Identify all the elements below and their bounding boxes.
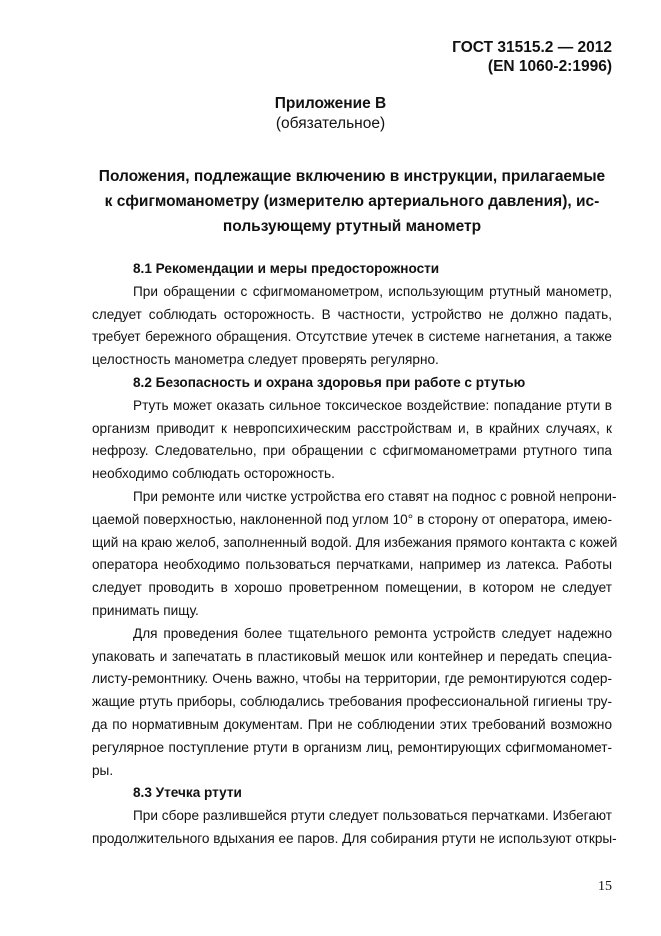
text-line: Для проведения более тщательного ремонта устройств следует надежно [133,625,612,641]
text-line: да по нормативным документам. При не соблюдении этих требований возможно [92,716,612,732]
text-line: необходимо соблюдать осторожность. [92,466,335,482]
annex-status: (обязательное) [275,115,386,132]
text-line: целостность манометра следует проверять регулярно. [92,352,439,368]
text-line: ры. [92,762,114,778]
text-line: цаемой поверхностью, наклоненной под углом 10° в сторону от оператора, имею- [92,511,612,527]
document-body [92,258,618,851]
text-line: При сборе разлившейся ртути следует пользоваться перчатками. Избегают [133,808,612,824]
section-heading: 8.1 Рекомендации и меры предосторожности [133,261,440,276]
text-line: листу-ремонтнику. Очень важно, чтобы на территории, где ремонтируются содер- [92,671,612,687]
text-line: организм приводит к невропсихическим расстройствам и, в крайних случаях, к [92,420,612,436]
text-line: продолжительного вдыхания ее паров. Для собирания ртути не используют откры- [92,830,617,846]
document-code [452,38,612,76]
section-heading: 8.3 Утечка ртути [133,785,242,801]
equivalent-standard: (EN 1060-2:1996) [487,58,612,75]
paragraph [92,623,612,783]
text-line: нефрозу. Следовательно, при обращении с сфигмоманометрами ртутного типа [92,443,612,459]
text-line: Ртуть может оказать сильное токсическое воздействие: попадание ртути в [133,397,612,413]
text-line: щий на краю желоб, заполненный водой. Для избежания прямого контакта с кожей [92,534,618,550]
text-line: упаковать и запечатать в пластиковый мешок или контейнер и передать специа- [92,648,612,664]
title-line: к сфигмоманометру (измерителю артериального давления), ис- [104,193,600,210]
title-line: пользующему ртутный манометр [222,218,482,235]
annex-title: Приложение В [274,95,387,112]
paragraph [92,486,618,623]
section-heading: 8.2 Безопасность и охрана здоровья при работе с ртутью [133,374,526,390]
annex-main-title [92,164,612,239]
text-line: следует соблюдать осторожность. В частности, устройство не должно падать, [92,306,612,322]
paragraph [92,395,612,486]
annex-heading [0,94,661,134]
text-line: принимать пищу. [92,602,199,618]
standard-number: ГОСТ 31515.2 — 2012 [452,39,612,56]
paragraph [92,281,612,372]
text-line: При ремонте или чистке устройства его ставят на поднос с ровной непрони- [133,488,617,504]
title-line: Положения, подлежащие включению в инструкции, прилагаемые [98,168,606,185]
text-line: оператора необходимо пользоваться перчатками, например из латекса. Работы [92,557,612,573]
paragraph [92,805,617,851]
text-line: требует бережного обращения. Отсутствие утечек в системе нагнетания, а также [92,329,612,345]
text-line: При обращении с сфигмоманометром, использующим ртутный манометр, [133,283,612,299]
text-line: следует проводить в хорошо проветренном помещении, в котором не следует [92,580,612,596]
text-line: жащие ртуть приборы, соблюдались требования профессиональной гигиены тру- [92,694,612,710]
text-line: регулярное поступление ртути в организм лиц, ремонтирующих сфигмоманомет- [92,739,612,755]
page-number: 15 [598,879,612,894]
